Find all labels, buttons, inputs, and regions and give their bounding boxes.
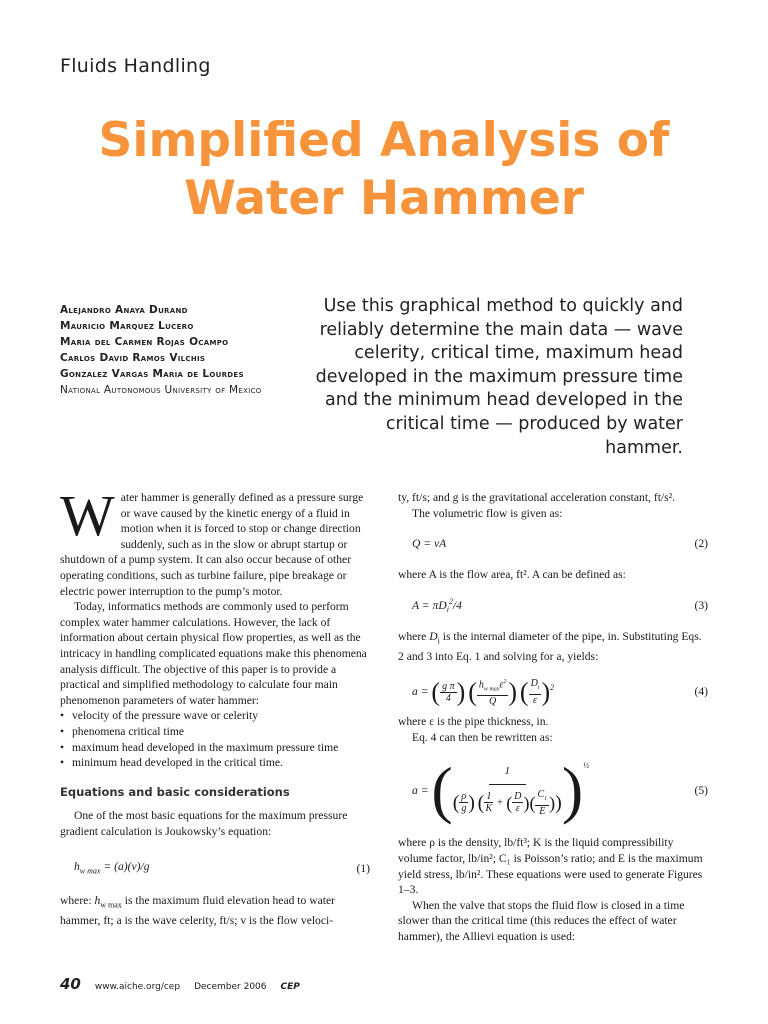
equation-number: (2) <box>694 537 708 551</box>
equation-4-body: a = ( $\frac{\text{g π}}{4}$ ) ( $\frac{h_{w max}\varepsilon^2}{Q}$ ) ( $\frac{D_i}{\varepsilon}$ )$^2$ <box>412 677 555 708</box>
body-paragraph: Eq. 4 can then be rewritten as: <box>412 730 553 744</box>
list-item: • phenomena critical time <box>60 724 370 740</box>
equation-2 <box>398 533 708 555</box>
right-column <box>398 490 708 945</box>
author: Maria del Carmen Rojas Ocampo <box>60 336 229 348</box>
body-paragraph: where ρ is the density, lb/ft³; K is the liquid compressibility volume factor, lb/in²; C₁ is Poisson’s ratio; and E is the maximum yield stress, lb/in². These equations were used to generate Figures 1–3. <box>398 836 703 897</box>
body-paragraph: When the valve that stops the fluid flow is closed in a time slower than the critical time (this reduces the effect of water hammer), the Allievi equation is used: <box>398 898 685 944</box>
equation-2-body: Q = vA <box>412 537 447 551</box>
equation-5 <box>398 745 708 835</box>
drop-cap: W <box>60 483 115 548</box>
author: Alejandro Anaya Durand <box>60 304 188 316</box>
parameter-list <box>60 708 370 770</box>
equation-3 <box>398 595 708 617</box>
equation-5-body: a = ( 1 ( $\frac{\rho}{g}$ ) ( $\frac{1}{K}$ + ( $\frac{D}{\varepsilon}$ )( $\frac{C_1}{E}$ )) ) $^{\frac{1}{2}}$ <box>412 754 590 826</box>
body-paragraph: where ε is the pipe thickness, in. <box>398 715 549 729</box>
equation-1-body: $h_{w max} = (a)(v)/g$ <box>74 859 150 875</box>
left-column <box>60 483 370 929</box>
equation-4 <box>398 672 708 712</box>
author: Carlos David Ramos Vilchis <box>60 352 206 364</box>
body-paragraph: One of the most basic equations for the maximum pressure gradient calculation is Joukowsky’s equation: <box>60 809 348 838</box>
list-item: • maximum head developed in the maximum pressure time <box>60 740 370 756</box>
body-paragraph: ty, ft/s; and g is the gravitational acceleration constant, ft/s². <box>398 491 676 504</box>
body-paragraph: Today, informatics methods are commonly used to perform complex water hammer calculations. However, the lack of information about certain physical flow properties, as well as the intricacy in handling complicated equations make this phenomena analysis difficult. The objective of this paper is to provide a practical and simplified methodology to calculate four main phenomenon parameters of water hammer: <box>60 600 367 707</box>
equation-number: (5) <box>694 783 708 797</box>
section-heading: Equations and basic considerations <box>60 784 290 799</box>
equation-1 <box>60 857 370 879</box>
body-paragraph: where: $h_{w max}$ is the maximum fluid elevation head to water hammer, ft; a is the wave celerity, ft/s; v is the flow veloci- <box>60 894 335 928</box>
equation-number: (3) <box>694 598 708 612</box>
equation-number: (1) <box>356 861 370 875</box>
page-footer <box>60 975 300 993</box>
list-item: • velocity of the pressure wave or celerity <box>60 708 370 724</box>
author: Gonzalez Vargas Maria de Lourdes <box>60 368 244 380</box>
footer-brand: CEP <box>280 982 300 992</box>
body-paragraph: The volumetric flow is given as: <box>412 506 563 520</box>
body-paragraph: where $D_i$ is the internal diameter of the pipe, in. Substituting Eqs. 2 and 3 into Eq. 1 and solving for a, yields: <box>398 629 702 663</box>
list-item: • minimum head developed in the critical time. <box>60 755 370 771</box>
title-line-2: Water Hammer <box>184 171 584 226</box>
body-paragraph: where A is the flow area, ft². A can be defined as: <box>398 568 626 582</box>
section-label: Fluids Handling <box>60 55 211 77</box>
affiliation: National Autonomous University of Mexico <box>60 384 262 396</box>
equation-number: (4) <box>694 685 708 699</box>
footer-url: www.aiche.org/cep <box>94 982 181 992</box>
footer-date: December 2006 <box>194 982 267 992</box>
author: Mauricio Marquez Lucero <box>60 320 194 332</box>
article-deck: Use this graphical method to quickly and reliably determine the main data — wave celerity, critical time, maximum head developed in the maximum pressure time and the minimum head developed in the critical time — produced by water hammer. <box>315 296 683 458</box>
title-line-1: Simplified Analysis of <box>98 113 670 168</box>
article-title <box>0 112 768 228</box>
equation-3-body: $A = \pi D_i^2/4$ <box>412 596 462 615</box>
intro-paragraph: Water hammer is generally defined as a pressure surge or wave caused by the kinetic energy of a fluid in motion when it is forced to stop or change direction suddenly, such as in the slow or abrupt startup or shutdown of a pump system. It can also occur because of other operating conditions, such as turbine failure, pipe breakage or electric power interruption to the pump’s motor. <box>60 483 364 598</box>
page-number: 40 <box>60 975 81 993</box>
